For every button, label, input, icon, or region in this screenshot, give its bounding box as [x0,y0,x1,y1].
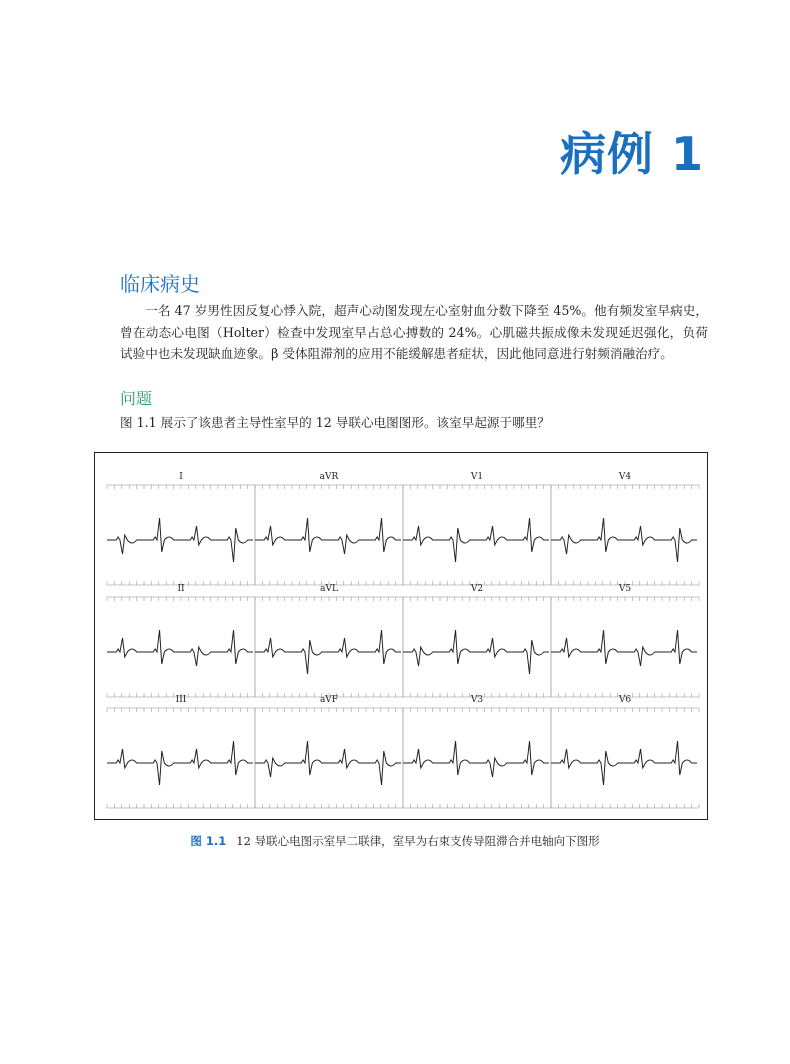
section-heading-question: 问题 [120,389,153,408]
ecg-trace [107,741,253,785]
lead-label: aVF [319,695,339,705]
ecg-trace [255,518,401,554]
ecg-trace [255,630,401,674]
ecg-trace [551,630,697,666]
section-heading-history: 临床病史 [120,272,200,296]
ecg-tracing [95,453,707,819]
lead-label: aVL [320,584,338,594]
chapter-title: 病例 1 [559,127,704,181]
ecg-trace [551,518,697,562]
lead-label: V3 [470,695,484,705]
ecg-trace [403,518,549,562]
figure-number: 图 1.1 [190,834,227,848]
ecg-trace [255,741,401,785]
question-text: 图 1.1 展示了该患者主导性室早的 12 导联心电图图形。该室早起源于哪里？ [120,415,550,430]
lead-label: V4 [618,472,632,482]
lead-label: V6 [618,695,632,705]
figure-caption-text: 12 导联心电图示室早二联律，室早为右束支传导阻滞合并电轴向下图形 [236,834,600,848]
lead-label: III [175,695,187,705]
ecg-trace [107,518,253,562]
lead-label: V1 [470,472,484,482]
history-paragraph: 一名 47 岁男性因反复心悸入院，超声心动图发现左心室射血分数下降至 45%。他有频发室早病史，曾在动态心电图（Holter）检查中发现室早占总心搏数的 24%。心肌磁共振成像未发现延迟强化，负荷试验中也未发现缺血迹象。β 受体阻滞剂的应用不能缓解患者症状，因此他同意进行射频消融治疗。 [120,303,708,361]
ecg-figure [94,452,708,820]
ecg-trace [551,741,697,785]
lead-label: I [179,472,183,482]
ecg-trace [403,630,549,674]
lead-label: II [177,584,185,594]
ecg-trace [107,630,253,666]
lead-label: aVR [319,472,339,482]
lead-label: V2 [470,584,484,594]
ecg-trace [403,741,549,777]
figure-caption [0,833,790,849]
lead-label: V5 [618,584,632,594]
